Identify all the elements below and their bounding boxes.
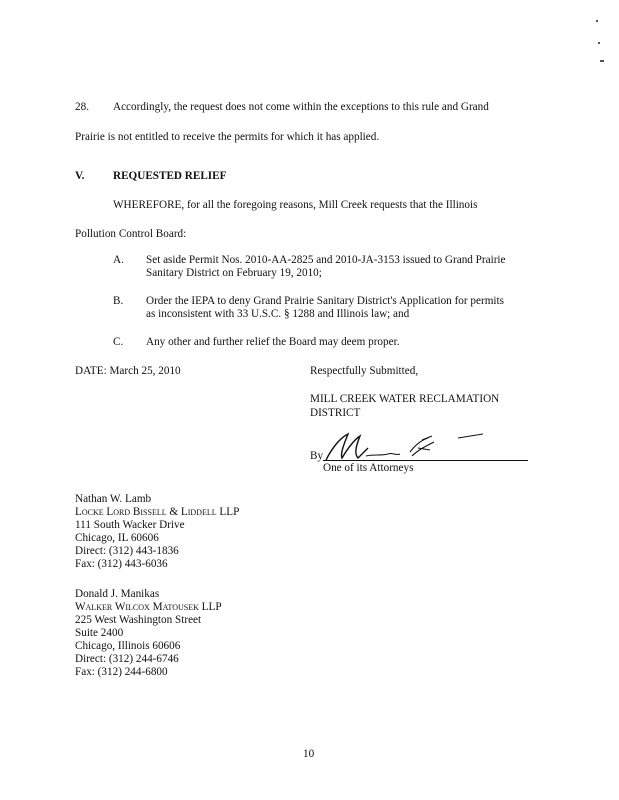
attorney-direct: Direct: (312) 244-6746 xyxy=(75,653,179,665)
signer-role: One of its Attorneys xyxy=(323,462,414,474)
attorney-firm: Locke Lord Bissell & Liddell LLP xyxy=(75,506,240,518)
attorney-name: Nathan W. Lamb xyxy=(75,493,152,505)
section-number: V. xyxy=(75,170,85,182)
party-name: DISTRICT xyxy=(310,407,361,419)
closing: Respectfully Submitted, xyxy=(310,365,419,377)
date-line: DATE: March 25, 2010 xyxy=(75,365,181,377)
relief-item-text: as inconsistent with 33 U.S.C. § 1288 and Illinois law; and xyxy=(146,308,410,320)
relief-item-letter: A. xyxy=(113,254,124,266)
attorney-address: 111 South Wacker Drive xyxy=(75,519,185,531)
scan-mark xyxy=(600,60,604,62)
relief-item-text: Order the IEPA to deny Grand Prairie Sanitary District's Application for permits xyxy=(146,295,504,307)
attorney-firm: Walker Wilcox Matousek LLP xyxy=(75,601,222,613)
paragraph-text-line: Prairie is not entitled to receive the permits for which it has applied. xyxy=(75,131,380,143)
wherefore-line: WHEREFORE, for all the foregoing reasons, Mill Creek requests that the Illinois xyxy=(113,199,478,211)
scan-mark xyxy=(598,42,600,44)
attorney-city: Chicago, Illinois 60606 xyxy=(75,640,181,652)
attorney-address: Suite 2400 xyxy=(75,627,124,639)
attorney-address: 225 West Washington Street xyxy=(75,614,202,626)
attorney-fax: Fax: (312) 443-6036 xyxy=(75,558,168,570)
attorney-direct: Direct: (312) 443-1836 xyxy=(75,545,179,557)
attorney-city: Chicago, IL 60606 xyxy=(75,532,159,544)
relief-item-letter: B. xyxy=(113,295,124,307)
section-title: REQUESTED RELIEF xyxy=(113,170,227,182)
attorney-name: Donald J. Manikas xyxy=(75,588,160,600)
paragraph-text-line: Accordingly, the request does not come within the exceptions to this rule and Grand xyxy=(113,101,489,113)
attorney-fax: Fax: (312) 244-6800 xyxy=(75,666,168,678)
relief-item-text: Sanitary District on February 19, 2010; xyxy=(146,267,322,279)
paragraph-number: 28. xyxy=(75,101,89,113)
scan-mark xyxy=(596,20,598,22)
by-label: By xyxy=(310,450,324,462)
party-name: MILL CREEK WATER RECLAMATION xyxy=(310,393,500,405)
relief-item-text: Any other and further relief the Board may deem proper. xyxy=(146,336,400,348)
relief-item-text: Set aside Permit Nos. 2010-AA-2825 and 2010-JA-3153 issued to Grand Prairie xyxy=(146,254,506,266)
wherefore-line: Pollution Control Board: xyxy=(75,228,187,240)
relief-item-letter: C. xyxy=(113,336,124,348)
page-number: 10 xyxy=(303,748,315,760)
